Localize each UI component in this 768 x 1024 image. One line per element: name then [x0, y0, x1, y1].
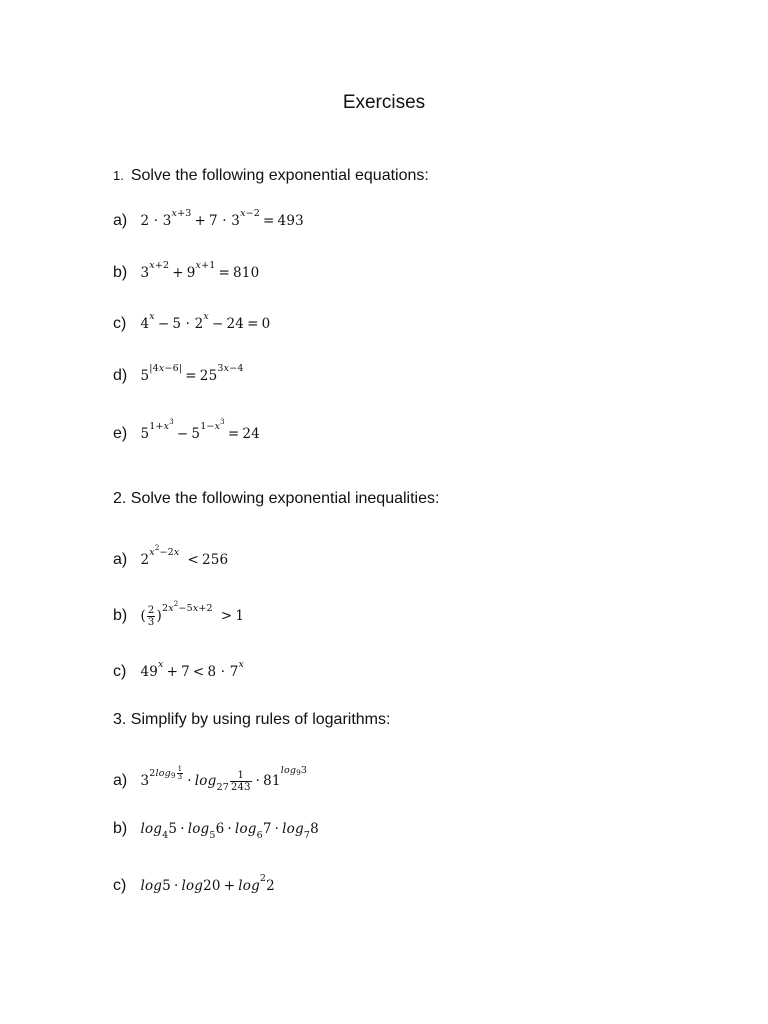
math-expression: $5^{|4x-6|} = 25^{3x-4}$ — [140, 363, 244, 384]
section-3-heading: 3. Simplify by using rules of logarithms: — [113, 711, 391, 728]
math-expression: ( $\frac{2}{3}$ )$^{2x^2-5x+2}$ > 1 — [140, 600, 245, 628]
math-expression: $\log_45 \cdot \log_56 \cdot \log_67 \cdot \log_78$ — [140, 821, 319, 841]
logarithm-3b — [113, 820, 319, 841]
logarithm-3a — [113, 766, 307, 793]
item-label: c) — [113, 877, 127, 894]
item-label: c) — [113, 663, 127, 680]
math-expression: $4^x - 5 \cdot 2^x - 24 = 0$ — [140, 311, 271, 332]
item-label: d) — [113, 367, 128, 384]
item-label: b) — [113, 607, 128, 624]
math-expression: $5^{1+x^3}- 5^{1-x^3}= 24$ — [140, 418, 260, 442]
item-label: e) — [113, 425, 128, 442]
section-1-heading-text: Solve the following exponential equations: — [130, 167, 429, 184]
inequality-2c — [113, 659, 245, 681]
equation-1d — [113, 363, 244, 385]
page-title: Exercises — [342, 92, 426, 113]
equation-1c — [113, 311, 271, 333]
math-expression: $2^{x^2-2x} < 256$ — [140, 544, 229, 568]
item-label: a) — [113, 551, 128, 568]
math-expression: $49^x + 7 < 8 \cdot 7^x$ — [140, 659, 245, 680]
item-label: a) — [113, 772, 128, 789]
inequality-2b — [113, 600, 245, 628]
item-label: b) — [113, 264, 128, 281]
item-label: c) — [113, 315, 127, 332]
section-2-heading: 2. Solve the following exponential inequalities: — [113, 490, 440, 507]
equation-1a — [113, 208, 304, 230]
section-1-heading — [113, 167, 429, 185]
item-label: b) — [113, 820, 128, 837]
inequality-2a — [113, 544, 229, 569]
logarithm-3c — [113, 873, 275, 895]
item-label: a) — [113, 212, 128, 229]
equation-1b — [113, 260, 260, 282]
math-expression: $3^{2log_9 \frac{1}{3}}$ · $\log_{27}$ $\frac{1}{243}$ · $81^{log_93}$ — [140, 765, 308, 793]
math-expression: $3^{x+2} + 9^{x+1} = 810$ — [140, 260, 260, 281]
math-expression: $\log 5 \cdot \log 20 + \log^22$ — [140, 873, 275, 894]
math-expression: $2 \cdot 3^{x+3} + 7 \cdot 3^{x-2} = 493$ — [140, 208, 304, 229]
section-1-number: 1. — [113, 168, 124, 183]
equation-1e — [113, 418, 260, 443]
